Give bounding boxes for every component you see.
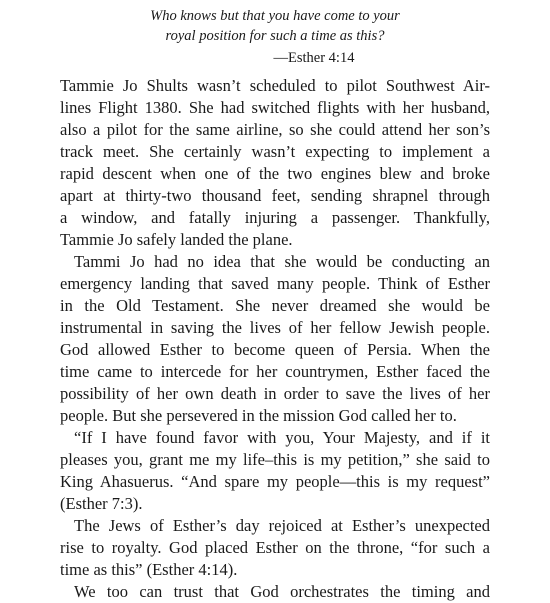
epigraph	[0, 6, 550, 68]
text-line: “If I have found favor with you, Your Majesty, and if it	[74, 428, 490, 447]
body-text	[60, 75, 490, 603]
text-line: people. But she persevered in the mission God called her to.	[60, 406, 457, 425]
text-line: Tammie Jo Shults wasn’t scheduled to pilot Southwest Air-	[60, 76, 490, 95]
text-line: track meet. She certainly wasn’t expecting to implement a	[60, 142, 490, 161]
epigraph-line-1: Who knows but that you have come to your	[150, 8, 400, 24]
text-line: pleases you, grant me my life–this is my petition,” she said to	[60, 450, 490, 469]
text-line: rise to royalty. God placed Esther on the throne, “for such a	[60, 538, 490, 557]
text-line: God allowed Esther to become queen of Persia. When the	[60, 340, 490, 359]
paragraph	[60, 581, 490, 603]
paragraph	[60, 75, 490, 251]
text-line: Tammi Jo had no idea that she would be conducting an	[74, 252, 490, 271]
paragraph	[60, 515, 490, 581]
text-line: emergency landing that saved many people. Think of Esther	[60, 274, 490, 293]
text-line: time as this” (Esther 4:14).	[60, 560, 238, 579]
text-line: time came to intercede for her countrymen, Esther faced the	[60, 362, 490, 381]
text-line: apart at thirty-two thousand feet, sending shrapnel through	[60, 186, 490, 205]
text-line: also a pilot for the same airline, so she could attend her son’s	[60, 120, 490, 139]
paragraph	[60, 427, 490, 515]
text-line: King Ahasuerus. “And spare my people—this is my request”	[60, 472, 490, 491]
text-line: in the Old Testament. She never dreamed she would be	[60, 296, 490, 315]
text-line: possibility of her own death in order to save the lives of her	[60, 384, 490, 403]
text-line: instrumental in saving the lives of her fellow Jewish people.	[60, 318, 490, 337]
epigraph-reference: —Esther 4:14	[273, 50, 355, 66]
epigraph-line-2: royal position for such a time as this?	[165, 28, 385, 44]
text-line: We too can trust that God orchestrates the timing and	[74, 582, 490, 601]
text-line: lines Flight 1380. She had switched flights with her husband,	[60, 98, 490, 117]
text-line: The Jews of Esther’s day rejoiced at Esther’s unexpected	[74, 516, 490, 535]
text-line: Tammie Jo safely landed the plane.	[60, 230, 293, 249]
paragraph	[60, 251, 490, 427]
text-line: rapid descent when one of the two engines blew and broke	[60, 164, 490, 183]
text-line: a window, and fatally injuring a passenger. Thankfully,	[60, 208, 490, 227]
text-line: (Esther 7:3).	[60, 494, 143, 513]
